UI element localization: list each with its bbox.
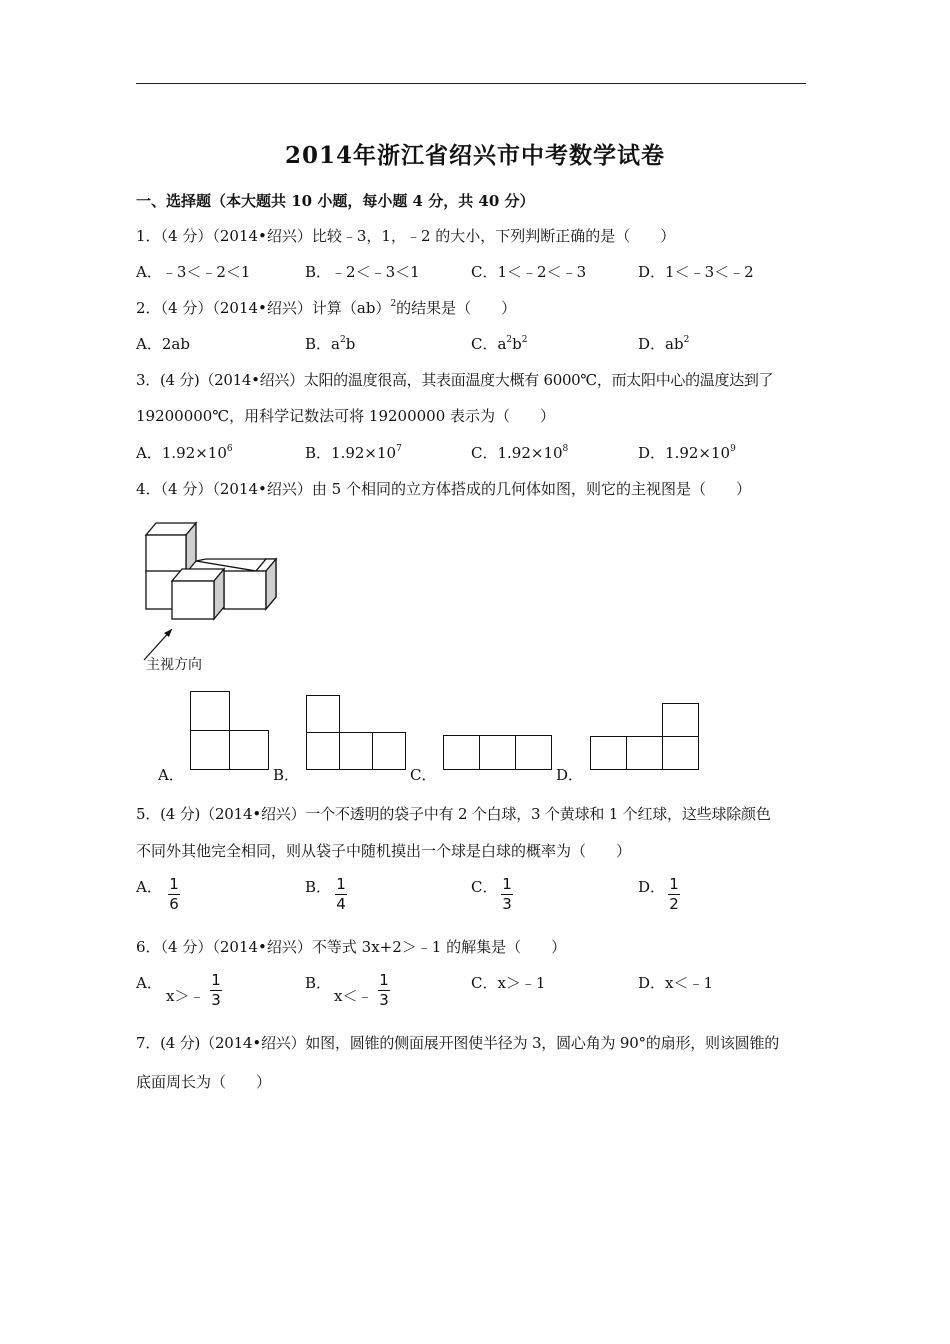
q5-d-fraction: 1 2 [669, 875, 679, 913]
q1-option-d: D．1＜﹣3＜﹣2 [638, 263, 754, 281]
q3-option-d: D．$1.92\times 10^9$ [638, 444, 736, 462]
q4-d-square [662, 703, 699, 737]
q4-b-square [372, 732, 406, 770]
q4-c-square [443, 735, 480, 770]
q5-option-a: A． [136, 878, 162, 896]
question-3-line1: 3．(4 分)（2014•绍兴）太阳的温度很高，其表面温度大概有 6000℃，而太阳中心的温度达到了 [136, 371, 774, 389]
q6-option-c: C．x＞﹣1 [471, 974, 546, 992]
q6-option-a: A． [136, 974, 162, 992]
q4-b-square [306, 732, 340, 770]
q4-option-b-label: B． [273, 766, 300, 784]
q2-option-a: A．2ab [136, 335, 190, 353]
question-7-line2: 底面周长为（ ） [136, 1073, 272, 1091]
q2-option-d: D．$ab^2$ [638, 335, 690, 353]
q4-c-square [515, 735, 552, 770]
question-2-stem: 2．（4 分）（2014•绍兴）计算（ab）$^2$的结果是（ ） [136, 299, 517, 317]
question-3-line2: 19200000℃，用科学记数法可将 19200000 表示为（ ） [136, 407, 556, 425]
question-6-stem: 6．（4 分）（2014•绍兴）不等式 3x+2＞﹣1 的解集是（ ） [136, 938, 567, 956]
q1-option-b: B．﹣2＜﹣3＜1 [305, 263, 420, 281]
q4-option-c-label: C． [410, 766, 437, 784]
q4-a-square [190, 730, 230, 770]
question-5-line1: 5．(4 分)（2014•绍兴）一个不透明的袋子中有 2 个白球，3 个黄球和 1 个红球，这些球除颜色 [136, 805, 771, 823]
q3-option-c: C．$1.92\times 10^8$ [471, 444, 569, 462]
q4-a-square [229, 730, 269, 770]
q4-a-square [190, 691, 230, 731]
cube-solid-figure [136, 515, 286, 670]
q5-c-fraction: 1 3 [502, 875, 512, 913]
q2-option-c: C．$a^2b^2$ [471, 335, 528, 353]
cube-front-face [146, 535, 186, 573]
q2-option-b: B．$a^2b$ [305, 335, 356, 353]
q3-option-b: B．$1.92\times 10^7$ [305, 444, 402, 462]
question-5-line2: 不同外其他完全相同，则从袋子中随机摸出一个球是白球的概率为（ ） [136, 842, 632, 860]
q6-option-d: D．x＜﹣1 [638, 974, 714, 992]
q5-option-b: B． [305, 878, 332, 896]
q6-b-expr: x＜﹣ [334, 987, 373, 1005]
section-heading: 一、选择题（本大题共 10 小题，每小题 4 分，共 40 分） [136, 192, 535, 210]
question-7-line1: 7．(4 分)（2014•绍兴）如图，圆锥的侧面展开图使半径为 3，圆心角为 90°的扇形，则该圆锥的 [136, 1034, 780, 1052]
q5-option-d: D． [638, 878, 666, 896]
direction-label: 主视方向 [146, 657, 202, 673]
q4-b-square [306, 695, 340, 733]
q5-b-fraction: 1 4 [336, 875, 346, 913]
q4-b-square [339, 732, 373, 770]
header-rule [136, 83, 806, 84]
q4-option-a-label: A． [158, 766, 184, 784]
q4-option-d-label: D． [556, 766, 584, 784]
q4-c-square [479, 735, 516, 770]
q4-d-square [626, 736, 663, 770]
q6-a-expr: x＞﹣ [166, 987, 205, 1005]
q4-d-square [590, 736, 627, 770]
question-4-stem: 4．（4 分）（2014•绍兴）由 5 个相同的立方体搭成的几何体如图，则它的主视图是（ ） [136, 480, 751, 498]
question-1-stem: 1．（4 分）（2014•绍兴）比较﹣3，1，﹣2 的大小，下列判断正确的是（ ） [136, 227, 676, 245]
page-title: 2014年浙江省绍兴市中考数学试卷 [284, 142, 665, 169]
q6-a-fraction: 1 3 [211, 971, 221, 1009]
q5-option-c: C． [471, 878, 498, 896]
q3-option-a: A．$1.92\times 10^6$ [136, 444, 233, 462]
q5-a-fraction: 1 6 [169, 875, 179, 913]
q4-d-square [662, 736, 699, 770]
q6-option-b: B． [305, 974, 332, 992]
q6-b-fraction: 1 3 [379, 971, 389, 1009]
q1-option-c: C．1＜﹣2＜﹣3 [471, 263, 587, 281]
q1-option-a: A．﹣3＜﹣2＜1 [136, 263, 251, 281]
